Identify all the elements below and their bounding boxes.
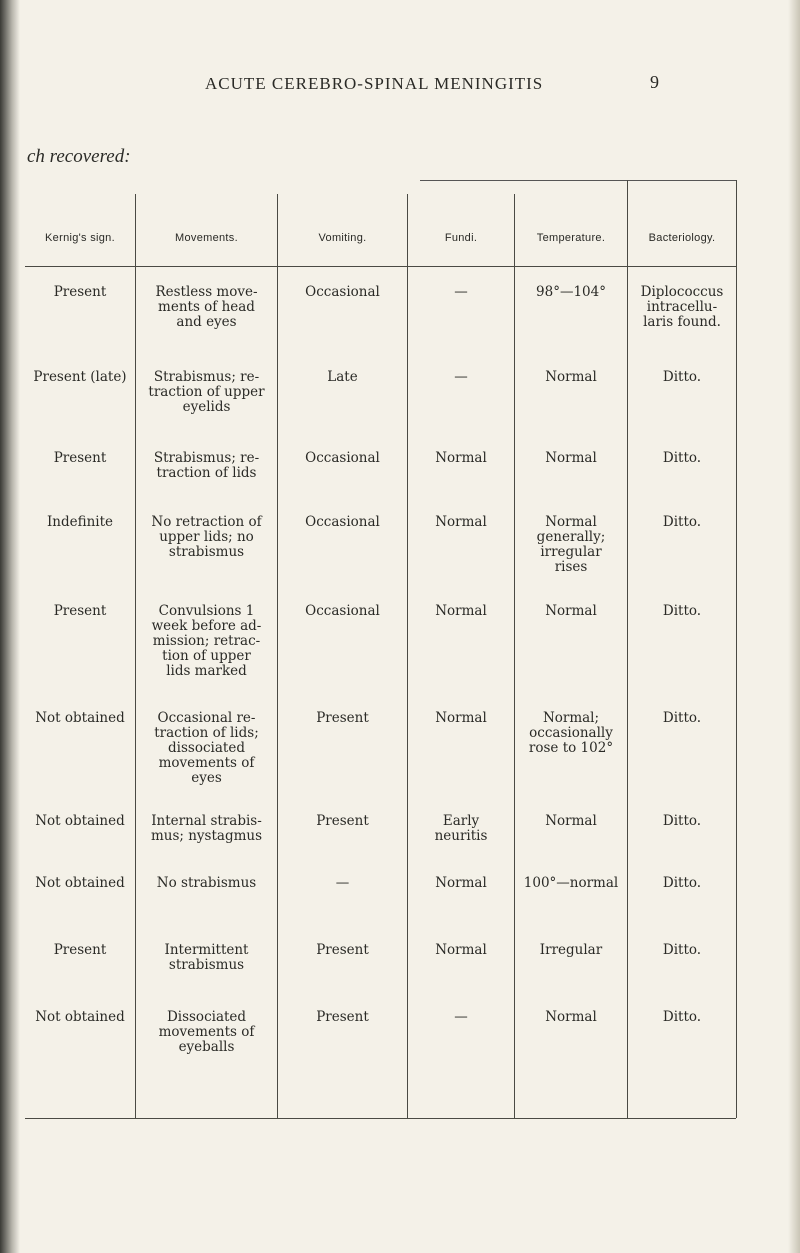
- cell-vomiting: Occasional: [305, 284, 380, 300]
- cell-temperature: Normal: [545, 603, 597, 619]
- cell-vomiting: Present: [316, 813, 369, 829]
- cell-movements: Occasional re- traction of lids; dissociated movements of eyes: [154, 710, 259, 786]
- header-rule: [25, 266, 736, 267]
- cell-kernig: Not obtained: [35, 875, 125, 891]
- cell-fundi: Normal: [435, 603, 487, 619]
- cell-fundi: —: [454, 284, 468, 300]
- cell-temperature: Normal: [545, 450, 597, 466]
- cell-bacteriology: Ditto.: [662, 942, 702, 958]
- running-head: ACUTE CEREBRO-SPINAL MENINGITIS: [205, 74, 544, 93]
- cell-vomiting: Present: [316, 942, 369, 958]
- table-caption: ch recovered:: [27, 146, 131, 167]
- cell-bacteriology: Ditto.: [662, 450, 702, 466]
- cell-vomiting: Present: [316, 710, 369, 726]
- cell-bacteriology: Ditto.: [662, 603, 702, 619]
- header-movements: Movements.: [175, 232, 238, 244]
- cell-kernig: Present: [53, 450, 107, 466]
- cell-kernig: Not obtained: [35, 710, 125, 726]
- cell-movements: Strabismus; re- traction of lids: [153, 450, 260, 481]
- cell-movements: No retraction of upper lids; no strabismus: [151, 514, 262, 560]
- cell-temperature: Normal: [545, 369, 597, 385]
- cell-vomiting: Late: [327, 369, 358, 385]
- column-divider: [514, 194, 515, 1118]
- cell-movements: Strabismus; re- traction of upper eyelids: [148, 369, 265, 415]
- binding-shadow: [0, 0, 20, 1253]
- cell-fundi: Normal: [435, 710, 487, 726]
- cell-temperature: Normal: [545, 1009, 597, 1025]
- cell-temperature: Normal; occasionally rose to 102°: [528, 710, 614, 756]
- header-kernig: Kernig's sign.: [45, 232, 115, 244]
- cell-movements: Intermittent strabismus: [164, 942, 249, 973]
- cell-kernig: Not obtained: [35, 1009, 125, 1025]
- page-edge-shadow: [788, 0, 800, 1253]
- cell-bacteriology: Ditto.: [662, 1009, 702, 1025]
- cell-vomiting: Occasional: [305, 603, 380, 619]
- cell-fundi: Early neuritis: [434, 813, 488, 844]
- cell-kernig: Not obtained: [35, 813, 125, 829]
- header-fundi: Fundi.: [444, 232, 478, 244]
- cell-bacteriology: Ditto.: [662, 710, 702, 726]
- cell-fundi: —: [454, 1009, 468, 1025]
- cell-movements: Internal strabis- mus; nystagmus: [150, 813, 263, 844]
- cell-fundi: Normal: [435, 450, 487, 466]
- table-top-rule: [420, 180, 736, 181]
- column-divider: [407, 194, 408, 1118]
- cell-kernig: Indefinite: [46, 514, 114, 530]
- cell-fundi: Normal: [435, 942, 487, 958]
- cell-temperature: 100°—normal: [523, 875, 619, 891]
- column-divider: [277, 194, 278, 1118]
- cell-vomiting: Present: [316, 1009, 369, 1025]
- cell-fundi: —: [454, 369, 468, 385]
- header-vomiting: Vomiting.: [318, 232, 367, 244]
- cell-movements: Convulsions 1 week before ad- mission; retrac- tion of upper lids marked: [151, 603, 262, 679]
- header-bacteriology: Bacteriology.: [648, 232, 716, 244]
- cell-kernig: Present: [53, 942, 107, 958]
- cell-bacteriology: Diplococcus intracellu- laris found.: [640, 284, 724, 330]
- cell-kernig: Present: [53, 603, 107, 619]
- cell-movements: No strabismus: [156, 875, 257, 891]
- cell-bacteriology: Ditto.: [662, 514, 702, 530]
- table-right-border: [736, 180, 737, 1118]
- cell-temperature: Normal: [545, 813, 597, 829]
- cell-movements: Dissociated movements of eyeballs: [158, 1009, 255, 1055]
- cell-kernig: Present (late): [33, 369, 127, 385]
- cell-movements: Restless move- ments of head and eyes: [155, 284, 258, 330]
- header-temperature: Temperature.: [536, 232, 606, 244]
- cell-temperature: 98°—104°: [536, 284, 606, 300]
- cell-fundi: Normal: [435, 514, 487, 530]
- cell-bacteriology: Ditto.: [662, 369, 702, 385]
- page-number: 9: [650, 72, 659, 92]
- cell-vomiting: Occasional: [305, 450, 380, 466]
- cell-temperature: Irregular: [539, 942, 603, 958]
- cell-kernig: Present: [53, 284, 107, 300]
- cell-fundi: Normal: [435, 875, 487, 891]
- cell-bacteriology: Ditto.: [662, 875, 702, 891]
- cell-bacteriology: Ditto.: [662, 813, 702, 829]
- cell-vomiting: —: [335, 875, 350, 891]
- bottom-rule: [25, 1118, 736, 1119]
- cell-temperature: Normal generally; irregular rises: [536, 514, 606, 575]
- cell-vomiting: Occasional: [305, 514, 380, 530]
